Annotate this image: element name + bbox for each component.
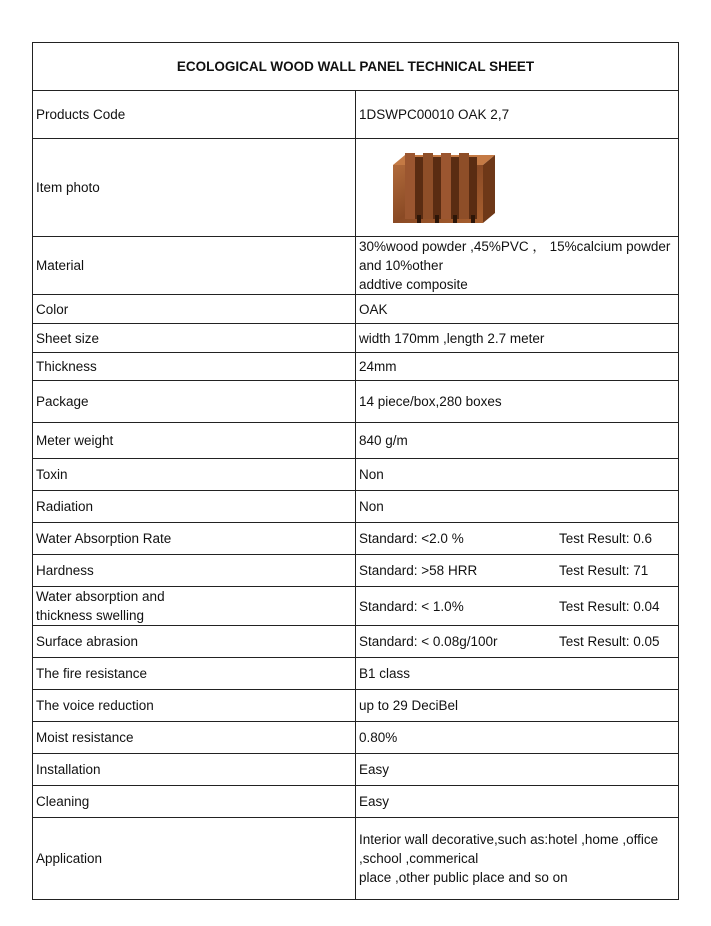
value-water-absorption-rate	[356, 523, 679, 555]
label-installation: Installation	[33, 754, 356, 786]
application-line-1: Interior wall decorative,such as:hotel ,home ,office ,school ,commerical	[359, 832, 659, 866]
label-application: Application	[33, 818, 356, 900]
item-photo-cell	[356, 139, 679, 237]
value-voice-reduction: up to 29 DeciBel	[356, 690, 679, 722]
label-line-1: Water absorption and	[36, 589, 165, 604]
value-radiation: Non	[356, 491, 679, 523]
label-fire-resistance: The fire resistance	[33, 658, 356, 690]
label-line-2: thickness swelling	[36, 608, 145, 623]
standard-text: Standard: < 1.0%	[359, 598, 464, 614]
label-color: Color	[33, 295, 356, 324]
application-line-2: place ,other public place and so on	[359, 870, 568, 885]
label-water-absorption-rate: Water Absorption Rate	[33, 523, 356, 555]
value-water-absorption-swelling	[356, 587, 679, 626]
value-meter-weight: 840 g/m	[356, 423, 679, 459]
value-surface-abrasion	[356, 626, 679, 658]
wall-panel-photo	[389, 149, 499, 229]
value-sheet-size: width 170mm ,length 2.7 meter	[356, 324, 679, 353]
label-meter-weight: Meter weight	[33, 423, 356, 459]
label-radiation: Radiation	[33, 491, 356, 523]
value-fire-resistance: B1 class	[356, 658, 679, 690]
test-result-text: Test Result: 71	[559, 563, 649, 578]
label-hardness: Hardness	[33, 555, 356, 587]
label-voice-reduction: The voice reduction	[33, 690, 356, 722]
value-material	[356, 237, 679, 295]
material-line-2: addtive composite	[359, 277, 468, 292]
label-water-absorption-swelling	[33, 587, 356, 626]
standard-text: Standard: <2.0 %	[359, 531, 464, 546]
value-toxin: Non	[356, 459, 679, 491]
sheet-title: ECOLOGICAL WOOD WALL PANEL TECHNICAL SHEET	[33, 43, 679, 91]
label-thickness: Thickness	[33, 353, 356, 381]
standard-text: Standard: < 0.08g/100r	[359, 634, 498, 649]
test-result-text: Test Result: 0.6	[559, 531, 653, 546]
value-installation: Easy	[356, 754, 679, 786]
value-color: OAK	[356, 295, 679, 324]
value-moist-resistance: 0.80%	[356, 722, 679, 754]
value-thickness: 24mm	[356, 353, 679, 381]
label-package: Package	[33, 381, 356, 423]
material-line-1: 30%wood powder ,45%PVC ， 15%calcium powder and 10%other	[359, 239, 671, 273]
label-material: Material	[33, 237, 356, 295]
label-sheet-size: Sheet size	[33, 324, 356, 353]
standard-text: Standard: >58 HRR	[359, 563, 478, 578]
value-cleaning: Easy	[356, 786, 679, 818]
value-products-code: 1DSWPC00010 OAK 2,7	[356, 91, 679, 139]
value-package: 14 piece/box,280 boxes	[356, 381, 679, 423]
label-products-code: Products Code	[33, 91, 356, 139]
label-toxin: Toxin	[33, 459, 356, 491]
value-application	[356, 818, 679, 900]
test-result-text: Test Result: 0.04	[559, 598, 660, 614]
test-result-text: Test Result: 0.05	[559, 634, 660, 649]
value-hardness	[356, 555, 679, 587]
label-item-photo: Item photo	[33, 139, 356, 237]
label-moist-resistance: Moist resistance	[33, 722, 356, 754]
label-surface-abrasion: Surface abrasion	[33, 626, 356, 658]
technical-sheet-table	[32, 42, 679, 900]
label-cleaning: Cleaning	[33, 786, 356, 818]
